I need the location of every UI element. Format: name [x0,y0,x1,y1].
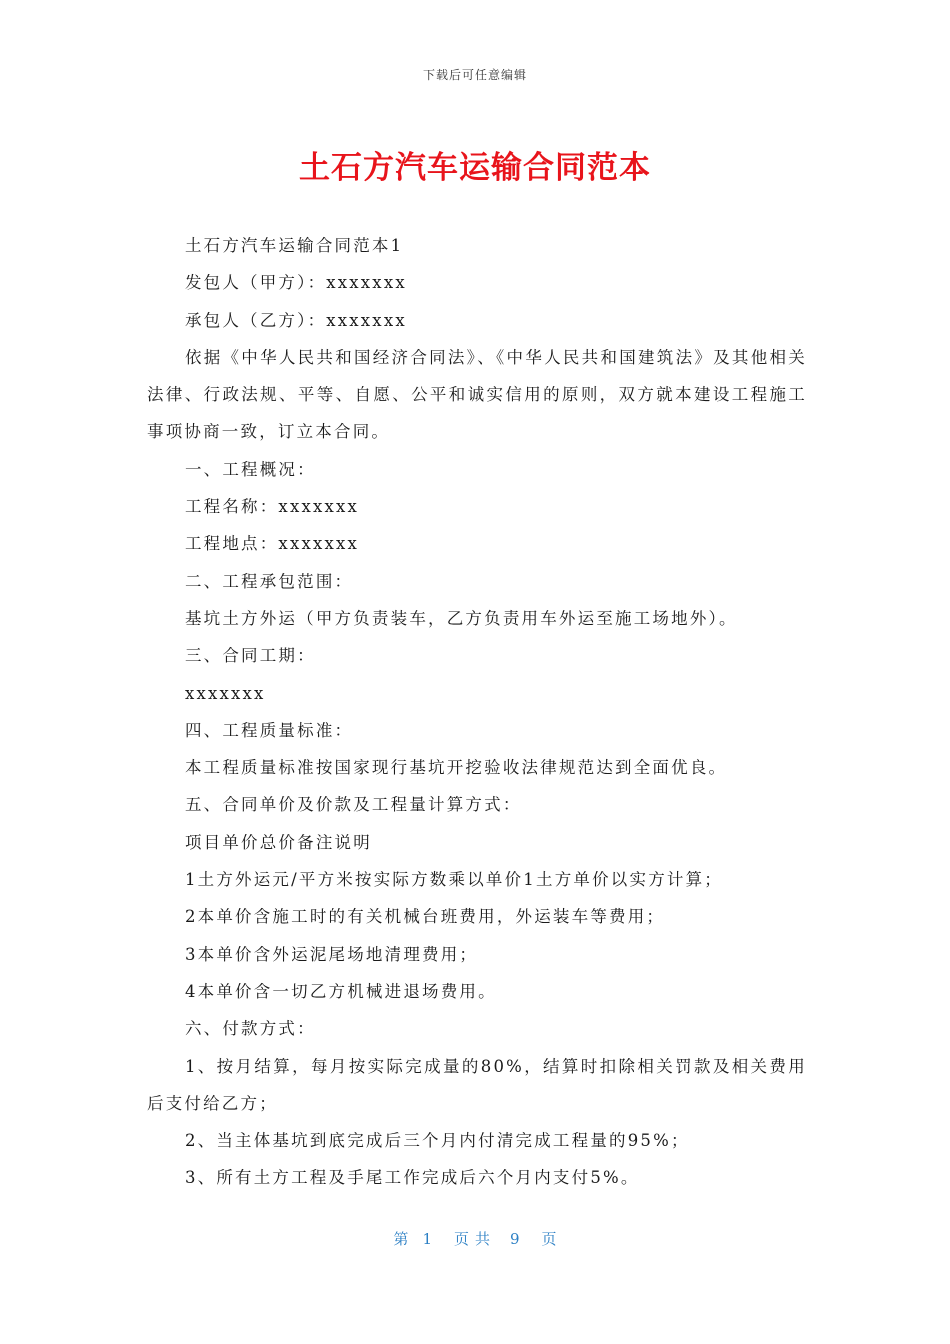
paragraph: 3本单价含外运泥尾场地清理费用； [184,944,479,964]
paragraph: 2本单价含施工时的有关机械台班费用，外运装车等费用； [184,907,666,927]
section-heading: 六、付款方式： [184,1019,316,1039]
paragraph: 项目单价总价备注说明 [184,832,372,852]
section-heading: 三、合同工期： [184,646,316,666]
paragraph: 基坑土方外运（甲方负责装车，乙方负责用车外运至施工场地外）。 [184,608,738,628]
paragraph: 承包人（乙方）：xxxxxxx [184,310,407,330]
header-note: 下载后可任意编辑 [422,68,527,82]
paragraph: 工程名称：xxxxxxx [184,497,359,517]
paragraph: 工程地点：xxxxxxx [184,534,359,554]
paragraph: 土石方汽车运输合同范本1 [184,236,404,255]
section-heading: 五、合同单价及价款及工程量计算方式： [184,795,522,815]
paragraph: 1、按月结算，每月按实际完成量的80%，结算时扣除相关罚款及相关费用后支付给乙方； [147,1056,807,1113]
paragraph: 本工程质量标准按国家现行基坑开挖验收法律规范达到全面优良。 [184,758,728,778]
section-heading: 二、工程承包范围： [184,571,354,591]
paragraph: xxxxxxx [184,683,266,703]
document-title: 土石方汽车运输合同范本 [299,150,651,186]
page-suffix: 页 [541,1230,557,1248]
paragraph: 2、当主体基坑到底完成后三个月内付清完成工程量的95%； [184,1131,690,1151]
section-heading: 四、工程质量标准： [184,720,354,740]
paragraph: 4本单价含一切乙方机械进退场费用。 [184,981,497,1001]
page-middle: 页共 [453,1230,496,1248]
paragraph: 发包人（甲方）：xxxxxxx [184,273,407,293]
total-pages: 9 [510,1230,520,1248]
paragraph: 3、所有土方工程及手尾工作完成后六个月内支付5%。 [184,1168,640,1188]
section-heading: 一、工程概况： [184,459,316,479]
paragraph: 依据《中华人民共和国经济合同法》、《中华人民共和国建筑法》及其他相关法律、行政法规、平等、自愿、公平和诚实信用的原则，双方就本建设工程施工事项协商一致，订立本合同。 [147,347,807,442]
paragraph: 1土方外运元/平方米按实际方数乘以单价1土方单价以实方计算； [184,870,723,890]
page-prefix: 第 [393,1230,409,1248]
document-body [147,227,807,1197]
page-number: 1 [422,1230,432,1248]
page-footer [0,1228,950,1249]
